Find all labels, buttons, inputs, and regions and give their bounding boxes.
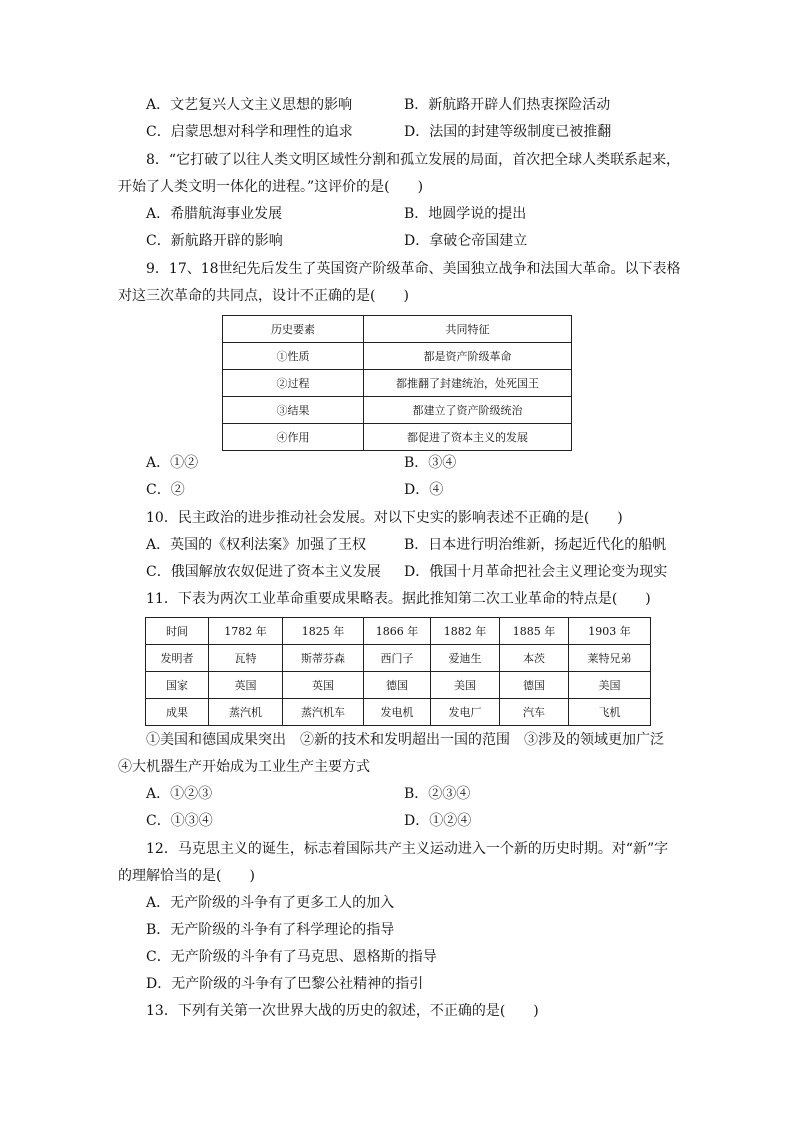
q11-option-b: B．②③④ <box>404 786 471 802</box>
q8-option-d: D．拿破仑帝国建立 <box>404 233 528 249</box>
table-cell: 美国 <box>569 672 651 699</box>
q7-option-b: B．新航路开辟人们热衷探险活动 <box>404 97 611 113</box>
table-row <box>146 618 651 645</box>
table-cell: 德国 <box>364 672 431 699</box>
table-row <box>223 343 572 370</box>
table-cell: ④作用 <box>223 424 364 451</box>
table-cell: ③结果 <box>223 397 364 424</box>
table-cell: 发电机 <box>364 699 431 726</box>
q12-stem-line1: 12．马克思主义的诞生，标志着国际共产主义运动进入一个新的历史时期。对“新”字 <box>146 841 669 857</box>
q7-option-d: D．法国的封建等级制度已被推翻 <box>404 124 612 140</box>
table-cell: 德国 <box>500 672 569 699</box>
table-cell: 蒸汽机 <box>209 699 283 726</box>
q11-option-c: C．①③④ <box>146 813 213 829</box>
table-cell: 英国 <box>283 672 364 699</box>
table-cell: 发电厂 <box>431 699 500 726</box>
table-cell: 发明者 <box>146 645 209 672</box>
table-row <box>223 397 572 424</box>
table-row <box>223 316 572 343</box>
table-cell: 爱迪生 <box>431 645 500 672</box>
table-cell: 本茨 <box>500 645 569 672</box>
q9-table <box>222 315 572 451</box>
q10-stem: 10．民主政治的进步推动社会发展。对以下史实的影响表述不正确的是( ) <box>146 510 623 526</box>
table-row <box>223 424 572 451</box>
q8-option-a: A．希腊航海事业发展 <box>146 206 283 222</box>
table-cell: 都建立了资产阶级统治 <box>364 397 572 424</box>
table-cell: 1782 年 <box>209 618 283 645</box>
q10-option-a: A．英国的《权利法案》加强了王权 <box>146 537 367 553</box>
q13-stem: 13．下列有关第一次世界大战的历史的叙述，不正确的是( ) <box>146 1003 539 1019</box>
table-cell: 斯蒂芬森 <box>283 645 364 672</box>
q9-option-a: A．①② <box>146 455 199 471</box>
table-cell: 国家 <box>146 672 209 699</box>
q8-option-b: B．地圆学说的提出 <box>404 206 527 222</box>
q9-option-b: B．③④ <box>404 455 457 471</box>
table-cell: 1903 年 <box>569 618 651 645</box>
q10-option-b: B．日本进行明治维新，扬起近代化的船帆 <box>404 537 667 553</box>
q8-stem-line1: 8．“它打破了以往人类文明区域性分割和孤立发展的局面，首次把全球人类联系起来， <box>146 152 681 168</box>
q10-option-c: C．俄国解放农奴促进了资本主义发展 <box>146 564 381 580</box>
table-cell: 都促进了资本主义的发展 <box>364 424 572 451</box>
q7-option-a: A．文艺复兴人文主义思想的影响 <box>146 97 353 113</box>
q11-stem: 11．下表为两次工业革命重要成果略表。据此推知第二次工业革命的特点是( ) <box>146 591 651 607</box>
table-cell: 1825 年 <box>283 618 364 645</box>
table-cell: 瓦特 <box>209 645 283 672</box>
table-cell: 蒸汽机车 <box>283 699 364 726</box>
q9-option-c: C．② <box>146 482 185 498</box>
q11-note-line1: ①美国和德国成果突出 ②新的技术和发明超出一国的范围 ③涉及的领域更加广泛 <box>146 732 664 748</box>
table-cell: 1882 年 <box>431 618 500 645</box>
q11-note-line2: ④大机器生产开始成为工业生产主要方式 <box>118 759 370 775</box>
table-cell: 莱特兄弟 <box>569 645 651 672</box>
q9-stem-line2: 对这三次革命的共同点，设计不正确的是( ) <box>118 288 409 304</box>
table-row <box>146 645 651 672</box>
table-row <box>223 370 572 397</box>
q12-option-a: A．无产阶级的斗争有了更多工人的加入 <box>146 895 395 911</box>
table-cell: 飞机 <box>569 699 651 726</box>
q8-option-c: C．新航路开辟的影响 <box>146 233 283 249</box>
table-cell: 成果 <box>146 699 209 726</box>
q8-stem-line2: 开始了人类文明一体化的进程。”这评价的是( ) <box>118 179 424 195</box>
table-cell: ②过程 <box>223 370 364 397</box>
table-cell: 西门子 <box>364 645 431 672</box>
q12-option-d: D．无产阶级的斗争有了巴黎公社精神的指引 <box>146 976 424 992</box>
table-cell: 都推翻了封建统治，处死国王 <box>364 370 572 397</box>
table-cell: 1885 年 <box>500 618 569 645</box>
q9-option-d: D．④ <box>404 482 444 498</box>
q9-stem-line1: 9．17、18世纪先后发生了英国资产阶级革命、美国独立战争和法国大革命。以下表格 <box>146 261 681 277</box>
q7-option-c: C．启蒙思想对科学和理性的追求 <box>146 124 353 140</box>
table-row <box>146 672 651 699</box>
table-cell: 汽车 <box>500 699 569 726</box>
table-row <box>146 699 651 726</box>
table-header-cell: 历史要素 <box>223 316 364 343</box>
table-cell: 美国 <box>431 672 500 699</box>
table-cell: 1866 年 <box>364 618 431 645</box>
q12-stem-line2: 的理解恰当的是( ) <box>118 868 255 884</box>
q11-option-a: A．①②③ <box>146 786 213 802</box>
table-header-cell: 共同特征 <box>364 316 572 343</box>
table-cell: 时间 <box>146 618 209 645</box>
table-cell: 英国 <box>209 672 283 699</box>
q12-option-c: C．无产阶级的斗争有了马克思、恩格斯的指导 <box>146 949 437 965</box>
q11-option-d: D．①②④ <box>404 813 472 829</box>
q10-option-d: D．俄国十月革命把社会主义理论变为现实 <box>404 564 668 580</box>
table-cell: ①性质 <box>223 343 364 370</box>
q11-table <box>145 617 651 726</box>
q12-option-b: B．无产阶级的斗争有了科学理论的指导 <box>146 922 395 938</box>
table-cell: 都是资产阶级革命 <box>364 343 572 370</box>
